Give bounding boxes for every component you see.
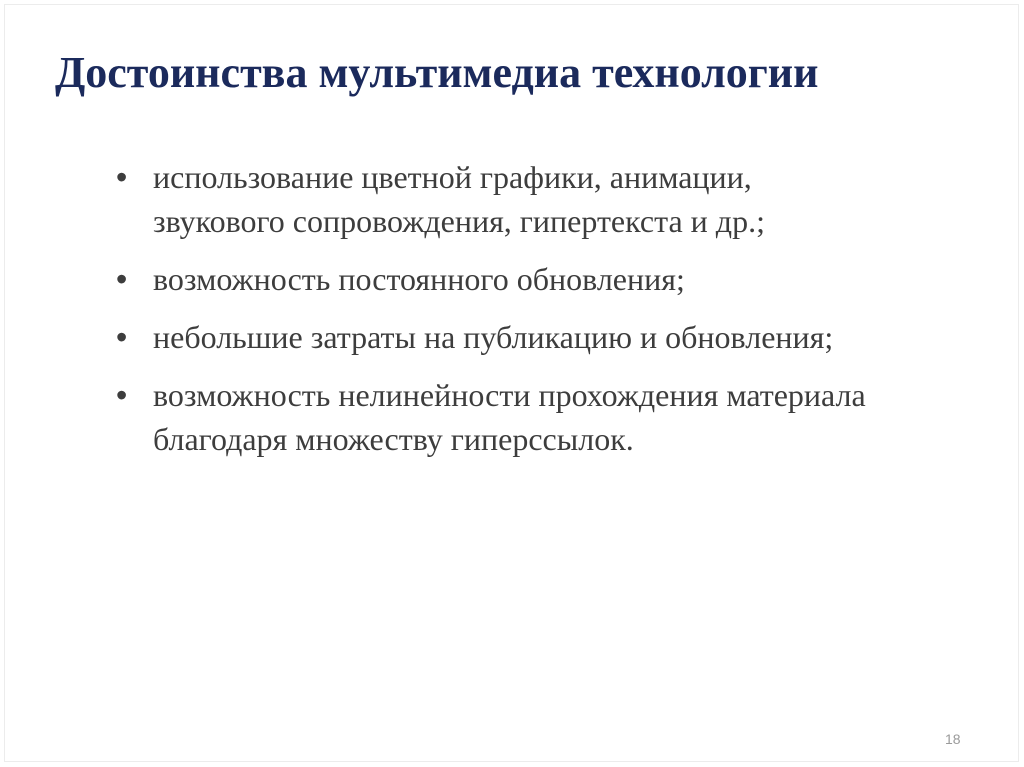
bullet-text: использование цветной графики, анимации, звукового сопровождения, гипертекста и др.; bbox=[153, 159, 765, 239]
slide-title: Достоинства мультимедиа технологии bbox=[55, 48, 819, 97]
bullet-item bbox=[109, 315, 869, 359]
bullet-item bbox=[109, 155, 869, 243]
bullet-list bbox=[109, 155, 869, 475]
bullet-text: небольшие затраты на публикацию и обновления; bbox=[153, 319, 834, 355]
bullet-text: возможность нелинейности прохождения материала благодаря множеству гиперссылок. bbox=[153, 377, 866, 457]
bullet-icon: • bbox=[116, 159, 128, 195]
bullet-item bbox=[109, 373, 869, 461]
slide bbox=[4, 4, 1019, 762]
bullet-icon: • bbox=[116, 377, 128, 413]
page-number: 18 bbox=[945, 731, 961, 747]
bullet-item bbox=[109, 257, 869, 301]
bullet-icon: • bbox=[116, 261, 128, 297]
bullet-icon: • bbox=[116, 319, 128, 355]
bullet-text: возможность постоянного обновления; bbox=[153, 261, 685, 297]
